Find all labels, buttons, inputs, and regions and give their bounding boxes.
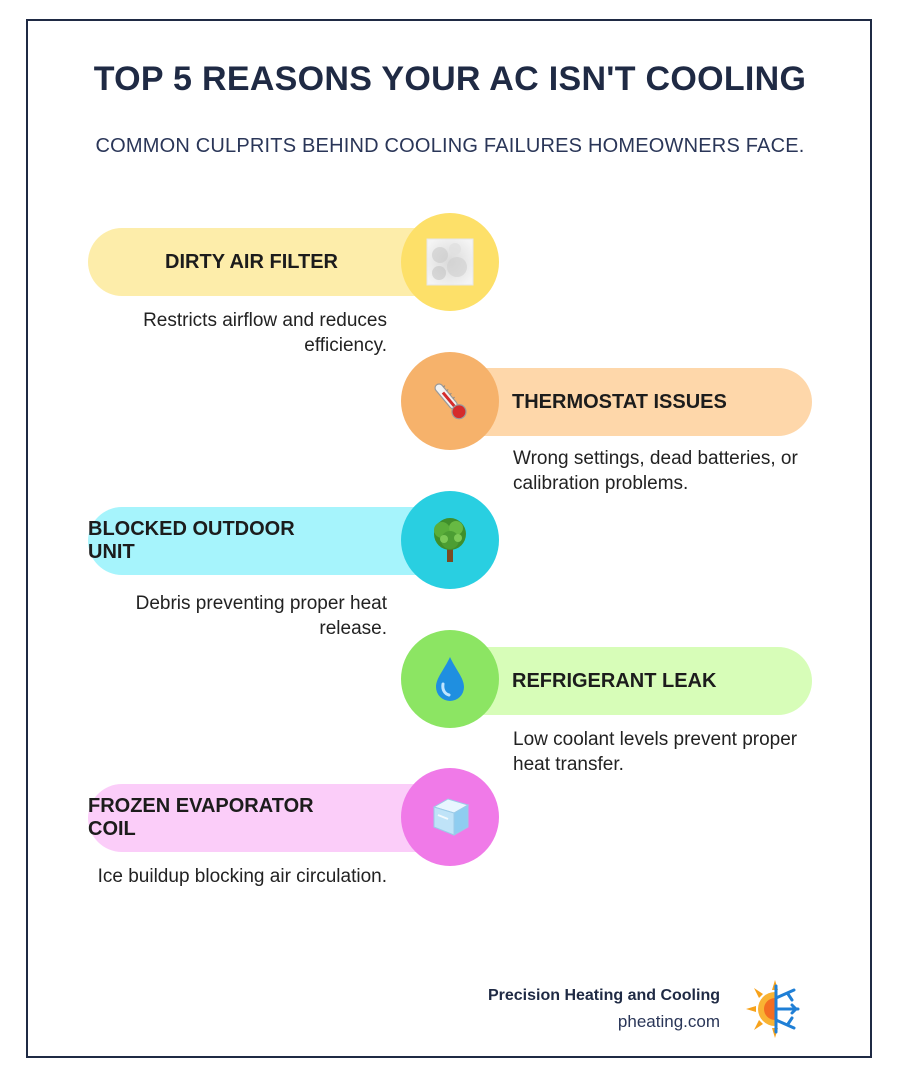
reason-icon-circle bbox=[401, 213, 499, 311]
air-filter-icon bbox=[425, 237, 475, 287]
reason-title: THERMOSTAT ISSUES bbox=[512, 390, 727, 413]
reason-icon-circle bbox=[401, 491, 499, 589]
reason-title: DIRTY AIR FILTER bbox=[165, 250, 338, 273]
tree-icon bbox=[424, 514, 476, 566]
reason-pill-dirty-air-filter bbox=[88, 228, 450, 296]
reason-description: Ice buildup blocking air circulation. bbox=[97, 866, 387, 887]
ice-cube-icon bbox=[426, 793, 474, 841]
droplet-icon bbox=[430, 654, 470, 704]
reason-pill-thermostat-issues bbox=[450, 368, 812, 436]
page-subtitle: COMMON CULPRITS BEHIND COOLING FAILURES HOMEOWNERS FACE. bbox=[95, 135, 805, 157]
reason-icon-circle bbox=[401, 630, 499, 728]
reason-icon-circle bbox=[401, 352, 499, 450]
reason-icon-circle bbox=[401, 768, 499, 866]
reason-title: FROZEN EVAPORATOR COIL bbox=[88, 795, 314, 840]
reason-description: Low coolant levels prevent proper heat transfer. bbox=[513, 729, 798, 775]
sun-snowflake-logo-icon bbox=[744, 978, 806, 1040]
reason-title: BLOCKED OUTDOOR UNIT bbox=[88, 518, 295, 563]
reason-description: Restricts airflow and reduces efficiency. bbox=[143, 310, 387, 356]
reason-pill-frozen-evaporator-coil bbox=[88, 784, 450, 852]
thermometer-icon bbox=[425, 376, 475, 426]
page-title: TOP 5 REASONS YOUR AC ISN'T COOLING bbox=[93, 60, 807, 98]
reason-description: Wrong settings, dead batteries, or calibration problems. bbox=[513, 448, 798, 494]
company-website[interactable]: pheating.com bbox=[617, 1012, 720, 1031]
reason-description: Debris preventing proper heat release. bbox=[135, 593, 387, 639]
company-name: Precision Heating and Cooling bbox=[487, 987, 720, 1004]
reason-pill-blocked-outdoor-unit bbox=[88, 507, 450, 575]
reason-pill-refrigerant-leak bbox=[450, 647, 812, 715]
reason-title: REFRIGERANT LEAK bbox=[512, 669, 717, 692]
